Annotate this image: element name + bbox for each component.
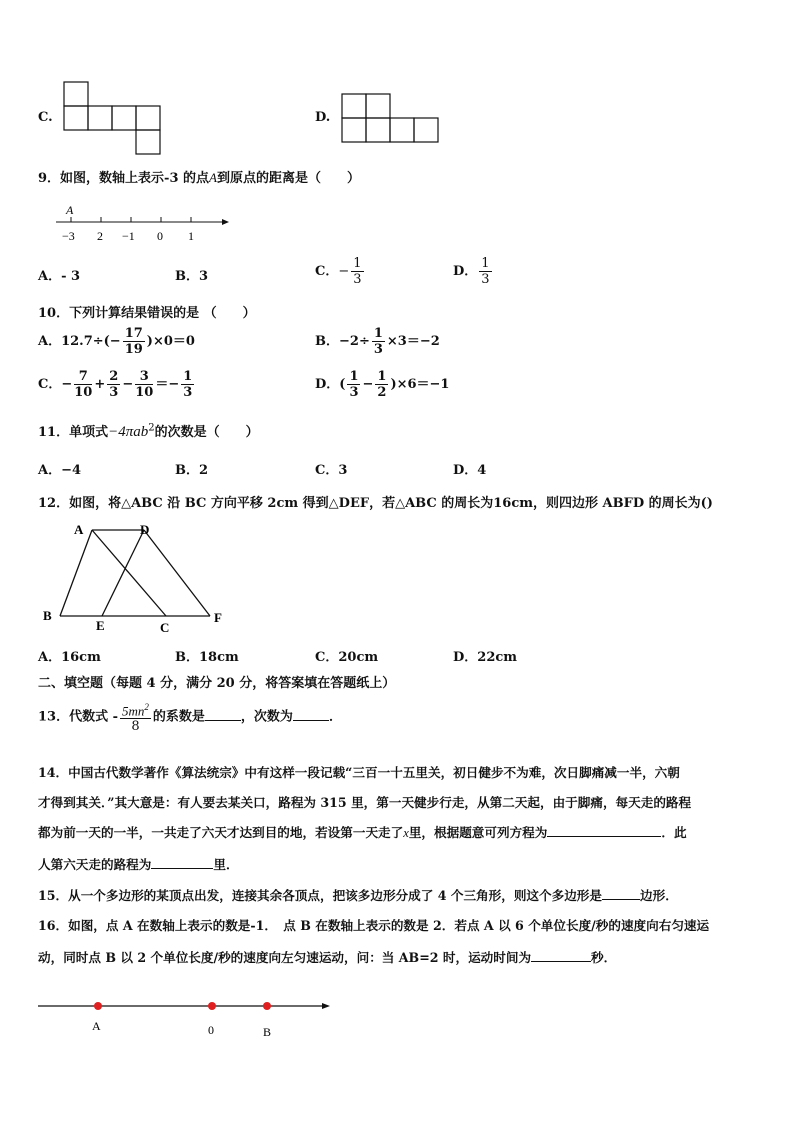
q14-line-2: 才得到其关．”其大意是：有人要去某关口，路程为 315 里，第一天健步行走，从第二天起，由于脚痛，每天走的路程 (38, 795, 692, 810)
q9-option-c: C．− $\frac{1}{3}$ (315, 256, 362, 287)
q12-label-d: D (140, 522, 150, 537)
q10-option-c: C．− $\frac{7}{10}$ + $\frac{2}{3}$ − $\frac{3}{10}$ ＝− $\frac{1}{3}$ (38, 369, 193, 400)
q9-tick-label: 2 (97, 229, 103, 243)
q13-blank-coefficient[interactable] (205, 708, 241, 721)
q9-tick-label: 0 (157, 229, 163, 243)
q15-stem: 15．从一个多边形的某顶点出发，连接其余各顶点，把该多边形分成了 4 个三角形，则这个多边形是 边形． (38, 888, 678, 903)
q16-blank-time[interactable] (531, 949, 591, 962)
q12-label-f: F (214, 610, 222, 625)
q8-option-d-label: D. (315, 110, 331, 125)
q12-translation-figure (38, 518, 238, 636)
q9-tick-label: 1 (188, 229, 194, 243)
q12-label-c: C (160, 620, 170, 635)
q12-stem: 12．如图，将△ABC 沿 BC 方向平移 2cm 得到△DEF，若△ABC 的周长为16cm，则四边形 ABFD 的周长为() (38, 496, 713, 511)
q9-number-line (52, 200, 232, 248)
q15-blank[interactable] (602, 887, 640, 900)
q9-axis-point-label: A (66, 203, 74, 217)
q16-axis-label-a: A (92, 1019, 101, 1033)
q14-line-4: 人第六天走的路程为 里． (38, 857, 239, 872)
q10-option-a: A．12.7÷(− $\frac{17}{19}$ )×0＝0 (38, 326, 195, 357)
q16-point-a (94, 1002, 102, 1010)
q12-option-c: C．20cm (315, 650, 379, 665)
q16-number-line (36, 994, 336, 1044)
q13-blank-degree[interactable] (293, 708, 329, 721)
q16-axis-label-origin: 0 (208, 1023, 214, 1037)
q9-option-b: B．3 (175, 269, 209, 284)
q12-label-e: E (96, 618, 105, 633)
q9-option-a: A．- 3 (38, 269, 81, 284)
q11-option-c: C．3 (315, 463, 348, 478)
q10-option-d: D．( $\frac{1}{3}$ − $\frac{1}{2}$ )×6＝−1 (315, 369, 450, 400)
q13-stem: 13．代数式 - $\frac{5mn^2}{8}$ 的系数是 ，次数为 ． (38, 702, 342, 735)
q16-axis-label-b: B (263, 1025, 272, 1039)
q9-point-var: A (209, 170, 217, 185)
q16-line-1: 16．如图，点 A 在数轴上表示的数是-1． 点 B 在数轴上表示的数是 2．若点 A 以 6 个单位长度/秒的速度向右匀速运 (38, 918, 710, 933)
q11-option-b: B．2 (175, 463, 209, 478)
q10-option-b: B．−2÷ $\frac{1}{3}$ ×3＝−2 (315, 326, 440, 357)
q11-stem: 11．单项式−4πab$^2$的次数是（ ） (38, 422, 259, 440)
q10-stem: 10．下列计算结果错误的是 （ ） (38, 306, 256, 321)
section-2-title: 二、填空题（每题 4 分，满分 20 分，将答案填在答题纸上） (38, 676, 396, 691)
q12-option-d: D．22cm (453, 650, 518, 665)
q16-point-origin (208, 1002, 216, 1010)
q8-option-c-label: C. (38, 110, 53, 125)
q9-option-d: D． $\frac{1}{3}$ (453, 256, 490, 287)
q16-line-2: 动，同时点 B 以 2 个单位长度/秒的速度向左匀速运动，问：当 AB=2 时，运动时间为 秒． (38, 950, 617, 965)
q12-option-a: A．16cm (38, 650, 101, 665)
q14-blank-day6[interactable] (151, 856, 213, 869)
q11-option-a: A．−4 (38, 463, 82, 478)
q14-line-1: 14．中国古代数学著作《算法统宗》中有这样一段记载“三百一十五里关，初日健步不为难，次日脚痛减一半，六朝 (38, 765, 680, 780)
q9-tick-label: −1 (122, 229, 135, 243)
q8-option-c-figure (62, 80, 166, 156)
q11-option-d: D．4 (453, 463, 487, 478)
q14-line-3: 都为前一天的一半，一共走了六天才达到目的地，若设第一天走了x里，根据题意可列方程为 ．此 (38, 825, 687, 840)
q9-tick-label: −3 (62, 229, 75, 243)
q8-option-d-figure (340, 92, 442, 146)
q12-label-a: A (74, 522, 84, 537)
q16-point-b (263, 1002, 271, 1010)
q12-label-b: B (43, 608, 52, 623)
q12-option-b: B．18cm (175, 650, 239, 665)
q14-blank-equation[interactable] (547, 824, 661, 837)
q9-stem: 9．如图，数轴上表示-3 的点A到原点的距离是（ ） (38, 170, 360, 186)
